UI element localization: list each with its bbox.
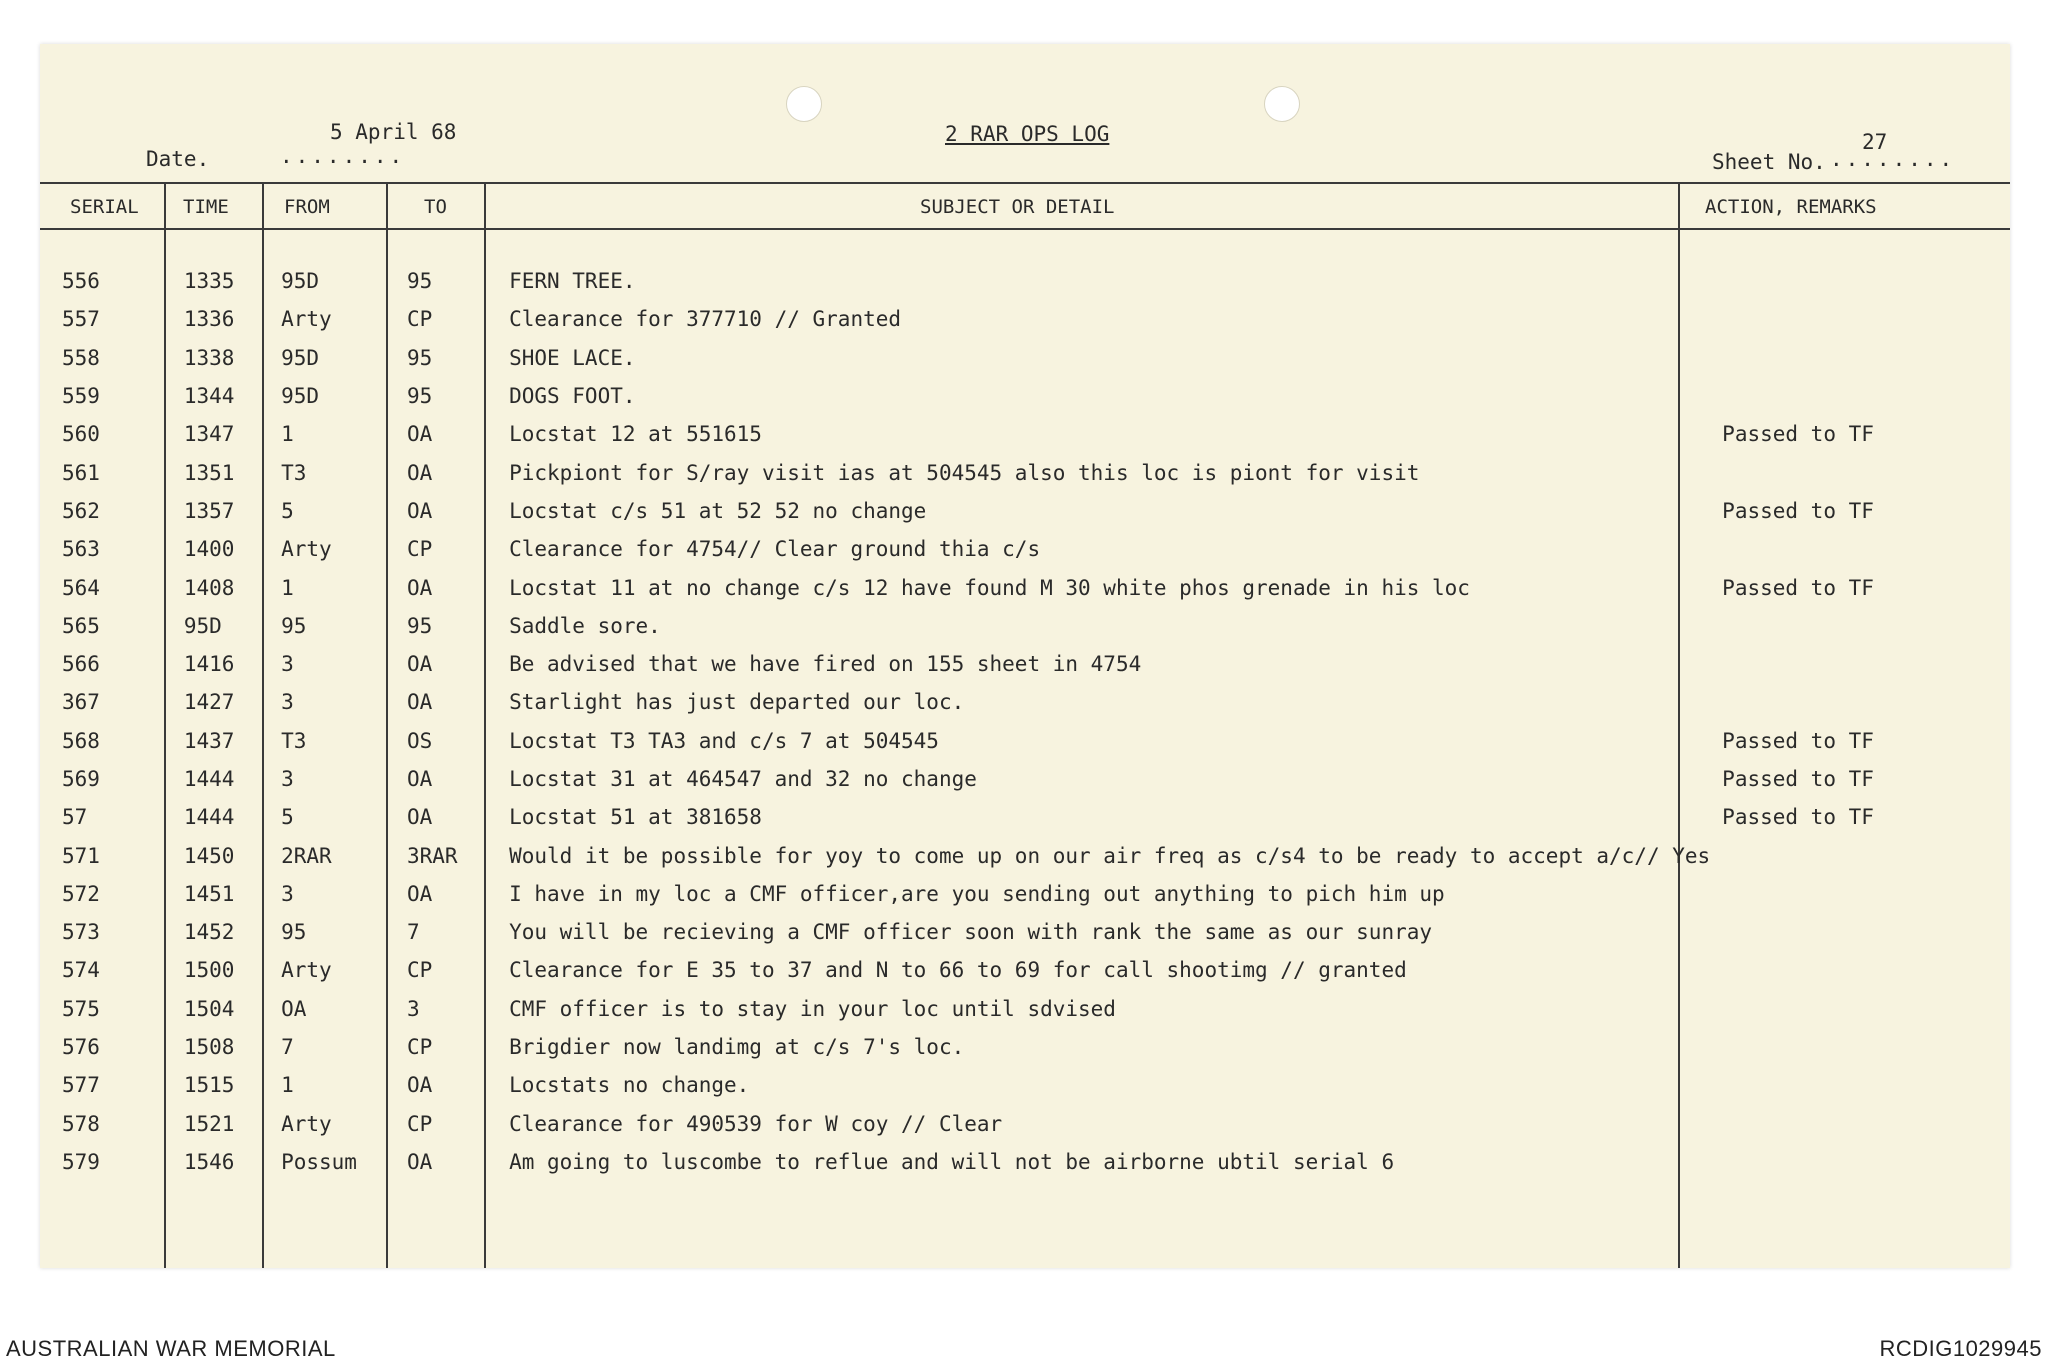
cell-serial: 577 <box>62 1073 100 1098</box>
cell-remark <box>1710 875 2010 913</box>
cell-serial: 565 <box>62 613 100 638</box>
cell-from: 5 <box>281 498 294 523</box>
cell-remark <box>1710 300 2010 338</box>
punch-hole-right <box>1264 86 1300 122</box>
cell-serial: 579 <box>62 1149 100 1174</box>
cell-from: 95 <box>281 613 307 638</box>
cell-from: 95 <box>281 920 307 945</box>
cell-remark <box>1710 607 2010 645</box>
header-bottom-rule <box>40 228 2010 230</box>
cell-time: 1357 <box>183 498 235 523</box>
cell-detail: Starlight has just departed our loc. <box>509 690 965 715</box>
cell-to: OA <box>407 1073 433 1098</box>
table-row <box>40 760 2010 798</box>
table-row <box>40 453 2010 491</box>
cell-to: OA <box>407 575 433 600</box>
table-row <box>40 683 2010 721</box>
cell-time: 1336 <box>183 307 235 332</box>
cell-detail: Locstat 11 at no change c/s 12 have found M 30 white phos grenade in his loc <box>509 575 1470 600</box>
cell-detail: CMF officer is to stay in your loc until sdvised <box>509 996 1116 1021</box>
date-label: Date. <box>146 147 210 171</box>
table-row <box>40 1066 2010 1104</box>
table-row <box>40 990 2010 1028</box>
cell-to: OA <box>407 690 433 715</box>
col-header-remarks: ACTION, REMARKS <box>1705 196 1877 218</box>
cell-to: OA <box>407 498 433 523</box>
cell-from: 3 <box>281 690 294 715</box>
cell-time: 1451 <box>183 881 235 906</box>
cell-detail: Locstats no change. <box>509 1073 750 1098</box>
cell-time: 1335 <box>183 269 235 294</box>
table-row <box>40 913 2010 951</box>
log-title: 2 RAR OPS LOG <box>945 122 1110 146</box>
cell-time: 1521 <box>183 1111 235 1136</box>
cell-serial: 563 <box>62 537 100 562</box>
log-table <box>40 262 2010 1181</box>
cell-from: 1 <box>281 575 294 600</box>
table-row <box>40 722 2010 760</box>
table-row <box>40 492 2010 530</box>
cell-detail: Locstat 31 at 464547 and 32 no change <box>509 767 977 791</box>
table-row <box>40 530 2010 568</box>
cell-to: 95 <box>407 613 433 638</box>
table-row <box>40 568 2010 606</box>
cell-detail: Clearance for E 35 to 37 and N to 66 to 69 for call shootimg // granted <box>509 958 1407 983</box>
cell-from: 5 <box>281 805 294 830</box>
cell-from: 7 <box>281 1035 294 1060</box>
cell-remark <box>1710 1105 2010 1143</box>
cell-time: 1437 <box>183 728 235 753</box>
table-row <box>40 377 2010 415</box>
cell-remark <box>1710 645 2010 683</box>
cell-time: 1408 <box>183 575 235 600</box>
cell-detail: FERN TREE. <box>509 269 636 294</box>
cell-serial: 569 <box>62 767 100 791</box>
cell-time: 1427 <box>183 690 235 715</box>
cell-remark <box>1710 377 2010 415</box>
cell-to: OA <box>407 805 433 830</box>
table-row <box>40 1143 2010 1181</box>
cell-serial: 578 <box>62 1111 100 1136</box>
cell-remark <box>1710 990 2010 1028</box>
cell-to: OA <box>407 422 433 447</box>
cell-to: OA <box>407 767 433 791</box>
cell-remark: Passed to TF <box>1722 422 1874 447</box>
cell-from: Arty <box>281 1111 332 1136</box>
col-header-detail: SUBJECT OR DETAIL <box>920 196 1115 218</box>
cell-time: 1508 <box>183 1035 235 1060</box>
cell-from: Arty <box>281 537 332 562</box>
cell-remark: Passed to TF <box>1722 767 1874 791</box>
cell-remark <box>1710 1028 2010 1066</box>
cell-remark <box>1710 339 2010 377</box>
cell-to: 95 <box>407 269 433 294</box>
cell-detail: DOGS FOOT. <box>509 384 636 409</box>
cell-serial: 561 <box>62 460 100 485</box>
cell-to: CP <box>407 1111 433 1136</box>
cell-serial: 557 <box>62 307 100 332</box>
cell-from: 1 <box>281 422 294 447</box>
cell-serial: 560 <box>62 422 100 447</box>
cell-from: T3 <box>281 460 307 485</box>
cell-time: 1344 <box>183 384 235 409</box>
cell-from: T3 <box>281 728 307 753</box>
punch-hole-left <box>786 86 822 122</box>
cell-to: OA <box>407 652 433 677</box>
col-header-to: TO <box>424 196 447 218</box>
cell-from: 2RAR <box>281 843 332 868</box>
cell-to: 3RAR <box>407 843 458 868</box>
cell-detail: Locstat c/s 51 at 52 52 no change <box>509 498 927 523</box>
cell-to: CP <box>407 307 433 332</box>
cell-detail: You will be recieving a CMF officer soon with rank the same as our sunray <box>509 920 1433 945</box>
cell-serial: 573 <box>62 920 100 945</box>
cell-to: OA <box>407 460 433 485</box>
cell-detail: Locstat 51 at 381658 <box>509 805 762 830</box>
cell-to: OA <box>407 1149 433 1174</box>
cell-remark: Passed to TF <box>1722 498 1874 523</box>
table-row <box>40 836 2010 874</box>
cell-from: 3 <box>281 652 294 677</box>
cell-detail: Locstat T3 TA3 and c/s 7 at 504545 <box>509 728 939 753</box>
table-row <box>40 1028 2010 1066</box>
cell-time: 1452 <box>183 920 235 945</box>
cell-from: 95D <box>281 384 319 409</box>
cell-detail: Locstat 12 at 551615 <box>509 422 762 447</box>
cell-remark <box>1710 530 2010 568</box>
table-row <box>40 262 2010 300</box>
sheet-number: 27 <box>1862 130 1888 154</box>
cell-serial: 571 <box>62 843 100 868</box>
cell-remark <box>1710 262 2010 300</box>
cell-serial: 558 <box>62 345 100 370</box>
cell-serial: 367 <box>62 690 100 715</box>
cell-to: CP <box>407 537 433 562</box>
log-sheet <box>40 44 2010 1268</box>
footer-left: AUSTRALIAN WAR MEMORIAL <box>6 1336 336 1361</box>
cell-time: 1515 <box>183 1073 235 1098</box>
cell-serial: 575 <box>62 996 100 1021</box>
cell-remark <box>1710 683 2010 721</box>
cell-from: 3 <box>281 881 294 906</box>
table-row <box>40 875 2010 913</box>
table-row <box>40 1105 2010 1143</box>
cell-from: Possum <box>281 1149 357 1174</box>
cell-time: 1546 <box>183 1149 235 1174</box>
cell-from: 95D <box>281 345 319 370</box>
cell-from: 95D <box>281 269 319 294</box>
table-row <box>40 339 2010 377</box>
col-header-from: FROM <box>284 196 330 218</box>
cell-remark <box>1710 836 2010 874</box>
cell-from: Arty <box>281 307 332 332</box>
cell-remark <box>1710 1066 2010 1104</box>
cell-to: 7 <box>407 920 420 945</box>
cell-to: 95 <box>407 384 433 409</box>
cell-time: 1351 <box>183 460 235 485</box>
cell-to: CP <box>407 958 433 983</box>
cell-serial: 564 <box>62 575 100 600</box>
sheet-dots: ........ <box>1830 147 1956 171</box>
table-row <box>40 415 2010 453</box>
cell-detail: SHOE LACE. <box>509 345 636 370</box>
cell-remark <box>1710 453 2010 491</box>
cell-detail: Clearance for 4754// Clear ground thia c/s <box>509 537 1041 562</box>
cell-from: Arty <box>281 958 332 983</box>
cell-detail: Pickpiont for S/ray visit ias at 504545 also this loc is piont for visit <box>509 460 1420 485</box>
cell-detail: Be advised that we have fired on 155 sheet in 4754 <box>509 652 1142 677</box>
cell-time: 1444 <box>183 767 235 791</box>
cell-time: 1338 <box>183 345 235 370</box>
log-table-body <box>40 262 2010 1181</box>
cell-detail: Clearance for 490539 for W coy // Clear <box>509 1111 1003 1136</box>
cell-to: OA <box>407 881 433 906</box>
cell-from: OA <box>281 996 307 1021</box>
cell-detail: Saddle sore. <box>509 613 661 638</box>
cell-remark <box>1710 951 2010 989</box>
col-header-time: TIME <box>183 196 229 218</box>
cell-remark <box>1710 1143 2010 1181</box>
cell-serial: 566 <box>62 652 100 677</box>
cell-to: 3 <box>407 996 420 1021</box>
cell-detail: Am going to luscombe to reflue and will not be airborne ubtil serial 6 <box>509 1149 1395 1174</box>
cell-time: 1504 <box>183 996 235 1021</box>
cell-time: 1400 <box>183 537 235 562</box>
cell-to: 95 <box>407 345 433 370</box>
cell-remark: Passed to TF <box>1722 575 1874 600</box>
cell-remark: Passed to TF <box>1722 805 1874 830</box>
cell-time: 1347 <box>183 422 235 447</box>
cell-time: 1450 <box>183 843 235 868</box>
cell-remark <box>1710 913 2010 951</box>
cell-serial: 574 <box>62 958 100 983</box>
header-top-rule <box>40 182 2010 184</box>
sheet-label: Sheet No. <box>1712 150 1826 174</box>
date-value: 5 April 68 <box>330 120 457 144</box>
cell-serial: 556 <box>62 269 100 294</box>
cell-time: 95D <box>183 613 222 638</box>
date-dots: ........ <box>280 144 406 168</box>
cell-detail: I have in my loc a CMF officer,are you sending out anything to pich him up <box>509 881 1445 906</box>
table-row <box>40 645 2010 683</box>
cell-remark: Passed to TF <box>1722 728 1874 753</box>
footer-right: RCDIG1029945 <box>1879 1336 2042 1361</box>
cell-serial: 562 <box>62 498 100 523</box>
col-header-serial: SERIAL <box>70 196 139 218</box>
table-row <box>40 607 2010 645</box>
cell-serial: 568 <box>62 728 100 753</box>
cell-time: 1500 <box>183 958 235 983</box>
cell-serial: 57 <box>62 805 88 830</box>
table-row <box>40 798 2010 836</box>
table-row <box>40 951 2010 989</box>
cell-from: 3 <box>281 767 294 791</box>
cell-serial: 572 <box>62 881 100 906</box>
table-row <box>40 300 2010 338</box>
cell-serial: 576 <box>62 1035 100 1060</box>
cell-serial: 559 <box>62 384 100 409</box>
cell-detail: Would it be possible for yoy to come up on our air freq as c/s4 to be ready to accept a/c// Yes <box>509 843 1711 868</box>
cell-time: 1416 <box>183 652 235 677</box>
cell-to: CP <box>407 1035 433 1060</box>
cell-to: OS <box>407 728 433 753</box>
cell-detail: Brigdier now landimg at c/s 7's loc. <box>509 1035 965 1060</box>
cell-from: 1 <box>281 1073 294 1098</box>
cell-time: 1444 <box>183 805 235 830</box>
cell-detail: Clearance for 377710 // Granted <box>509 307 902 332</box>
